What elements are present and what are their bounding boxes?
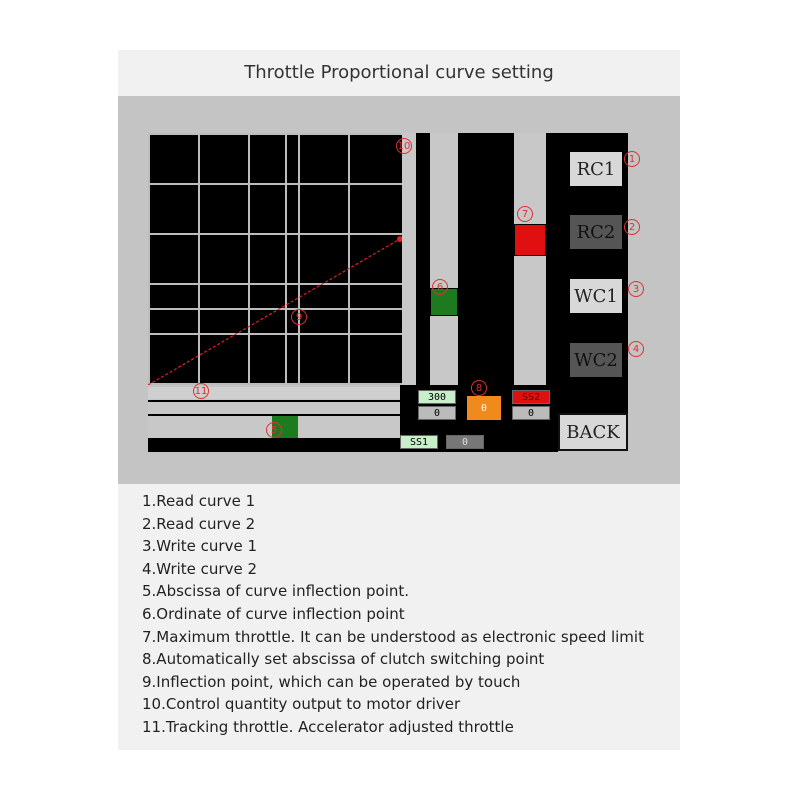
marker-5: 5 xyxy=(266,422,282,438)
abscissa-slider-top xyxy=(148,402,400,414)
marker-10: 10 xyxy=(396,138,412,154)
marker-7: 7 xyxy=(517,206,533,222)
legend-item: 4.Write curve 2 xyxy=(142,559,258,578)
marker-2: 2 xyxy=(624,219,640,235)
max-throttle-track[interactable] xyxy=(514,133,546,385)
legend-item: 6.Ordinate of curve inflection point xyxy=(142,604,405,623)
bottom-right-panel xyxy=(546,385,628,413)
ss2-label: SS2 xyxy=(512,390,550,404)
tracking-throttle-bar xyxy=(148,387,400,399)
value-0-right: 0 xyxy=(512,406,550,420)
legend-item: 2.Read curve 2 xyxy=(142,514,256,533)
ordinate-slider-track[interactable] xyxy=(430,133,458,385)
marker-6: 6 xyxy=(432,279,448,295)
curve-grid[interactable] xyxy=(148,133,402,385)
value-0-left: 0 xyxy=(418,406,456,420)
wc2-button[interactable] xyxy=(566,339,626,381)
rc2-button[interactable] xyxy=(566,211,626,253)
legend-item: 1.Read curve 1 xyxy=(142,492,256,510)
ordinate-slider-gap xyxy=(416,133,430,385)
rc1-button-label: RC1 xyxy=(570,152,622,186)
wc1-button[interactable] xyxy=(566,275,626,317)
marker-3: 3 xyxy=(628,281,644,297)
legend-item: 9.Inflection point, which can be operated by touch xyxy=(142,672,521,691)
value-300: 300 xyxy=(418,390,456,404)
marker-9: 9 xyxy=(291,309,307,325)
wc1-button-label: WC1 xyxy=(570,279,622,313)
value-0-bottom: 0 xyxy=(446,435,484,449)
page-title: Throttle Proportional curve setting xyxy=(244,62,554,83)
legend-item: 10.Control quantity output to motor driver xyxy=(142,695,461,714)
marker-4: 4 xyxy=(628,341,644,357)
legend-item: 5.Abscissa of curve inflection point. xyxy=(142,582,410,601)
marker-8: 8 xyxy=(471,380,487,396)
wc2-button-label: WC2 xyxy=(570,343,622,377)
legend-item: 3.Write curve 1 xyxy=(142,537,258,556)
output-bar-track xyxy=(402,133,416,385)
rc2-button-label: RC2 xyxy=(570,215,622,249)
rc1-button[interactable] xyxy=(566,148,626,190)
back-button[interactable]: BACK xyxy=(558,413,628,451)
marker-1: 1 xyxy=(624,151,640,167)
legend-item: 8.Automatically set abscissa of clutch switching point xyxy=(142,650,545,669)
middle-panel xyxy=(458,133,514,385)
clutch-point-box[interactable]: 0 xyxy=(466,395,502,421)
ss1-label: SS1 xyxy=(400,435,438,449)
max-throttle-handle[interactable] xyxy=(514,224,546,256)
marker-11: 11 xyxy=(193,383,209,399)
legend-item: 7.Maximum throttle. It can be understood as electronic speed limit xyxy=(142,627,644,646)
legend-item: 11.Tracking throttle. Accelerator adjusted throttle xyxy=(142,717,514,736)
legend-list xyxy=(142,490,644,739)
